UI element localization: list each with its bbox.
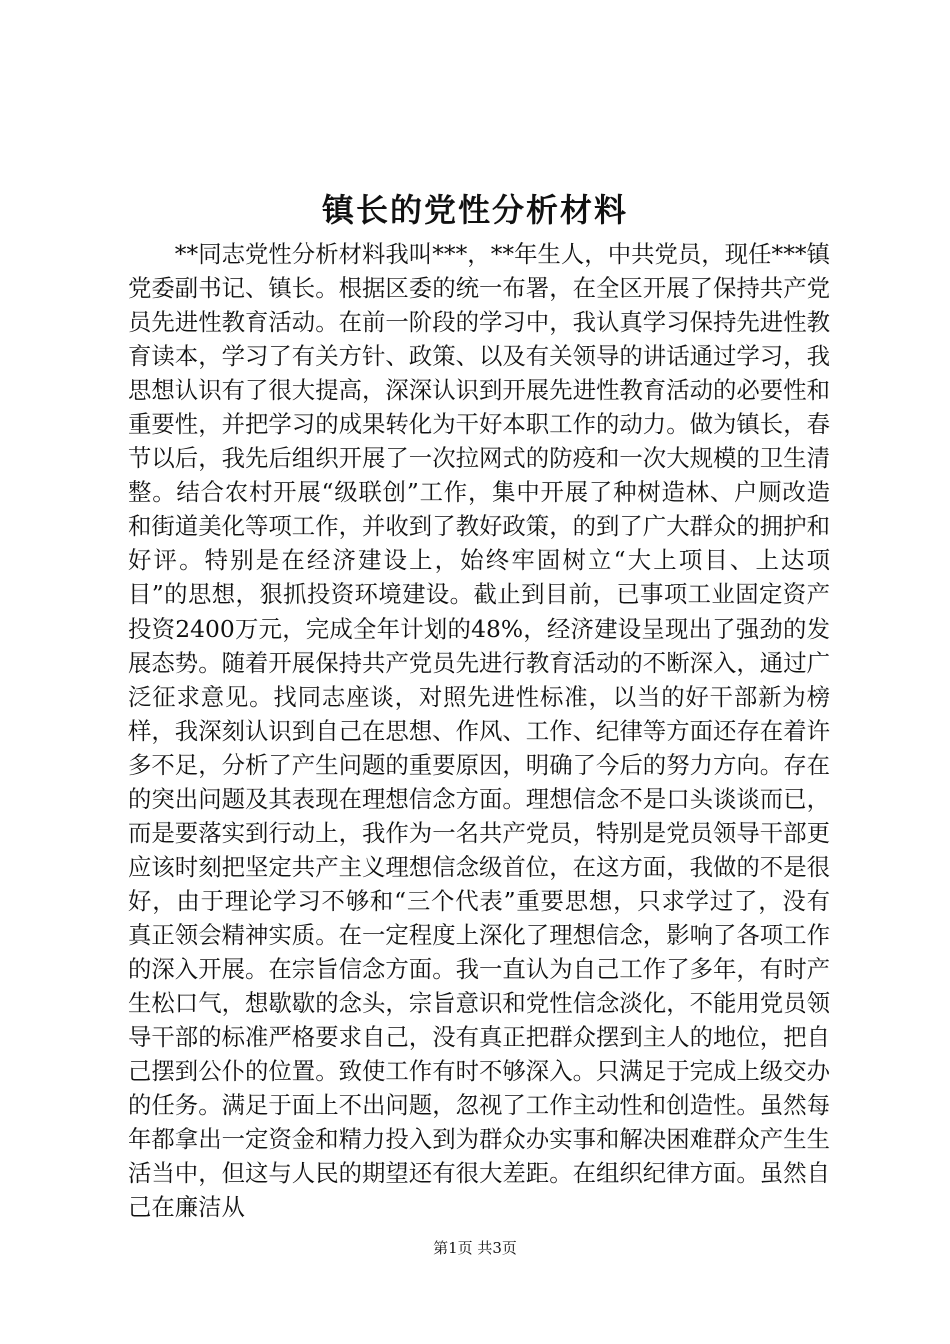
document-title: 镇长的党性分析材料: [321, 191, 628, 229]
document-body-paragraph: **同志党性分析材料我叫***，**年生人，中共党员，现任***镇党委副书记、镇长。根据区委的统一布署，在全区开展了保持共产党员先进性教育活动。在前一阶段的学习中，我认真学习保持先进性教育读本，学习了有关方针、政策、以及有关领导的讲话通过学习，我思想认识有了很大提高，深深认识到开展先进性教育活动的必要性和重要性，并把学习的成果转化为干好本职工作的动力。做为镇长，春节以后，我先后组织开展了一次拉网式的防疫和一次大规模的卫生清整。结合农村开展“级联创”工作，集中开展了种树造林、户厕改造和街道美化等项工作，并收到了教好政策，的到了广大群众的拥护和好评。特别是在经济建设上，始终牢固树立“大上项目、上达项目”的思想，狠抓投资环境建设。截止到目前，已事项工业固定资产投资2400万元，完成全年计划的48%，经济建设呈现出了强劲的发展态势。随着开展保持共产党员先进行教育活动的不断深入，通过广泛征求意见。找同志座谈，对照先进性标准，以当的好干部新为榜样，我深刻认识到自己在思想、作风、工作、纪律等方面还存在着许多不足，分析了产生问题的重要原因，明确了今后的努力方向。存在的突出问题及其表现在理想信念方面。理想信念不是口头谈谈而已，而是要落实到行动上，我作为一名共产党员，特别是党员领导干部更应该时刻把坚定共产主义理想信念级首位，在这方面，我做的不是很好，由于理论学习不够和“三个代表”重要思想，只求学过了，没有真正领会精神实质。在一定程度上深化了理想信念，影响了各项工作的深入开展。在宗旨信念方面。我一直认为自己工作了多年，有时产生松口气，想歇歇的念头，宗旨意识和党性信念淡化，不能用党员领导干部的标准严格要求自己，没有真正把群众摆到主人的地位，把自己摆到公仆的位置。致使工作有时不够深入。只满足于完成上级交办的任务。满足于面上不出问题，忽视了工作主动性和创造性。虽然每年都拿出一定资金和精力投入到为群众办实事和解决困难群众产生生活当中，但这与人民的期望还有很大差距。在组织纪律方面。虽然自己在廉洁从: [128, 240, 830, 1222]
page-footer: 第1页 共3页: [433, 1239, 517, 1257]
